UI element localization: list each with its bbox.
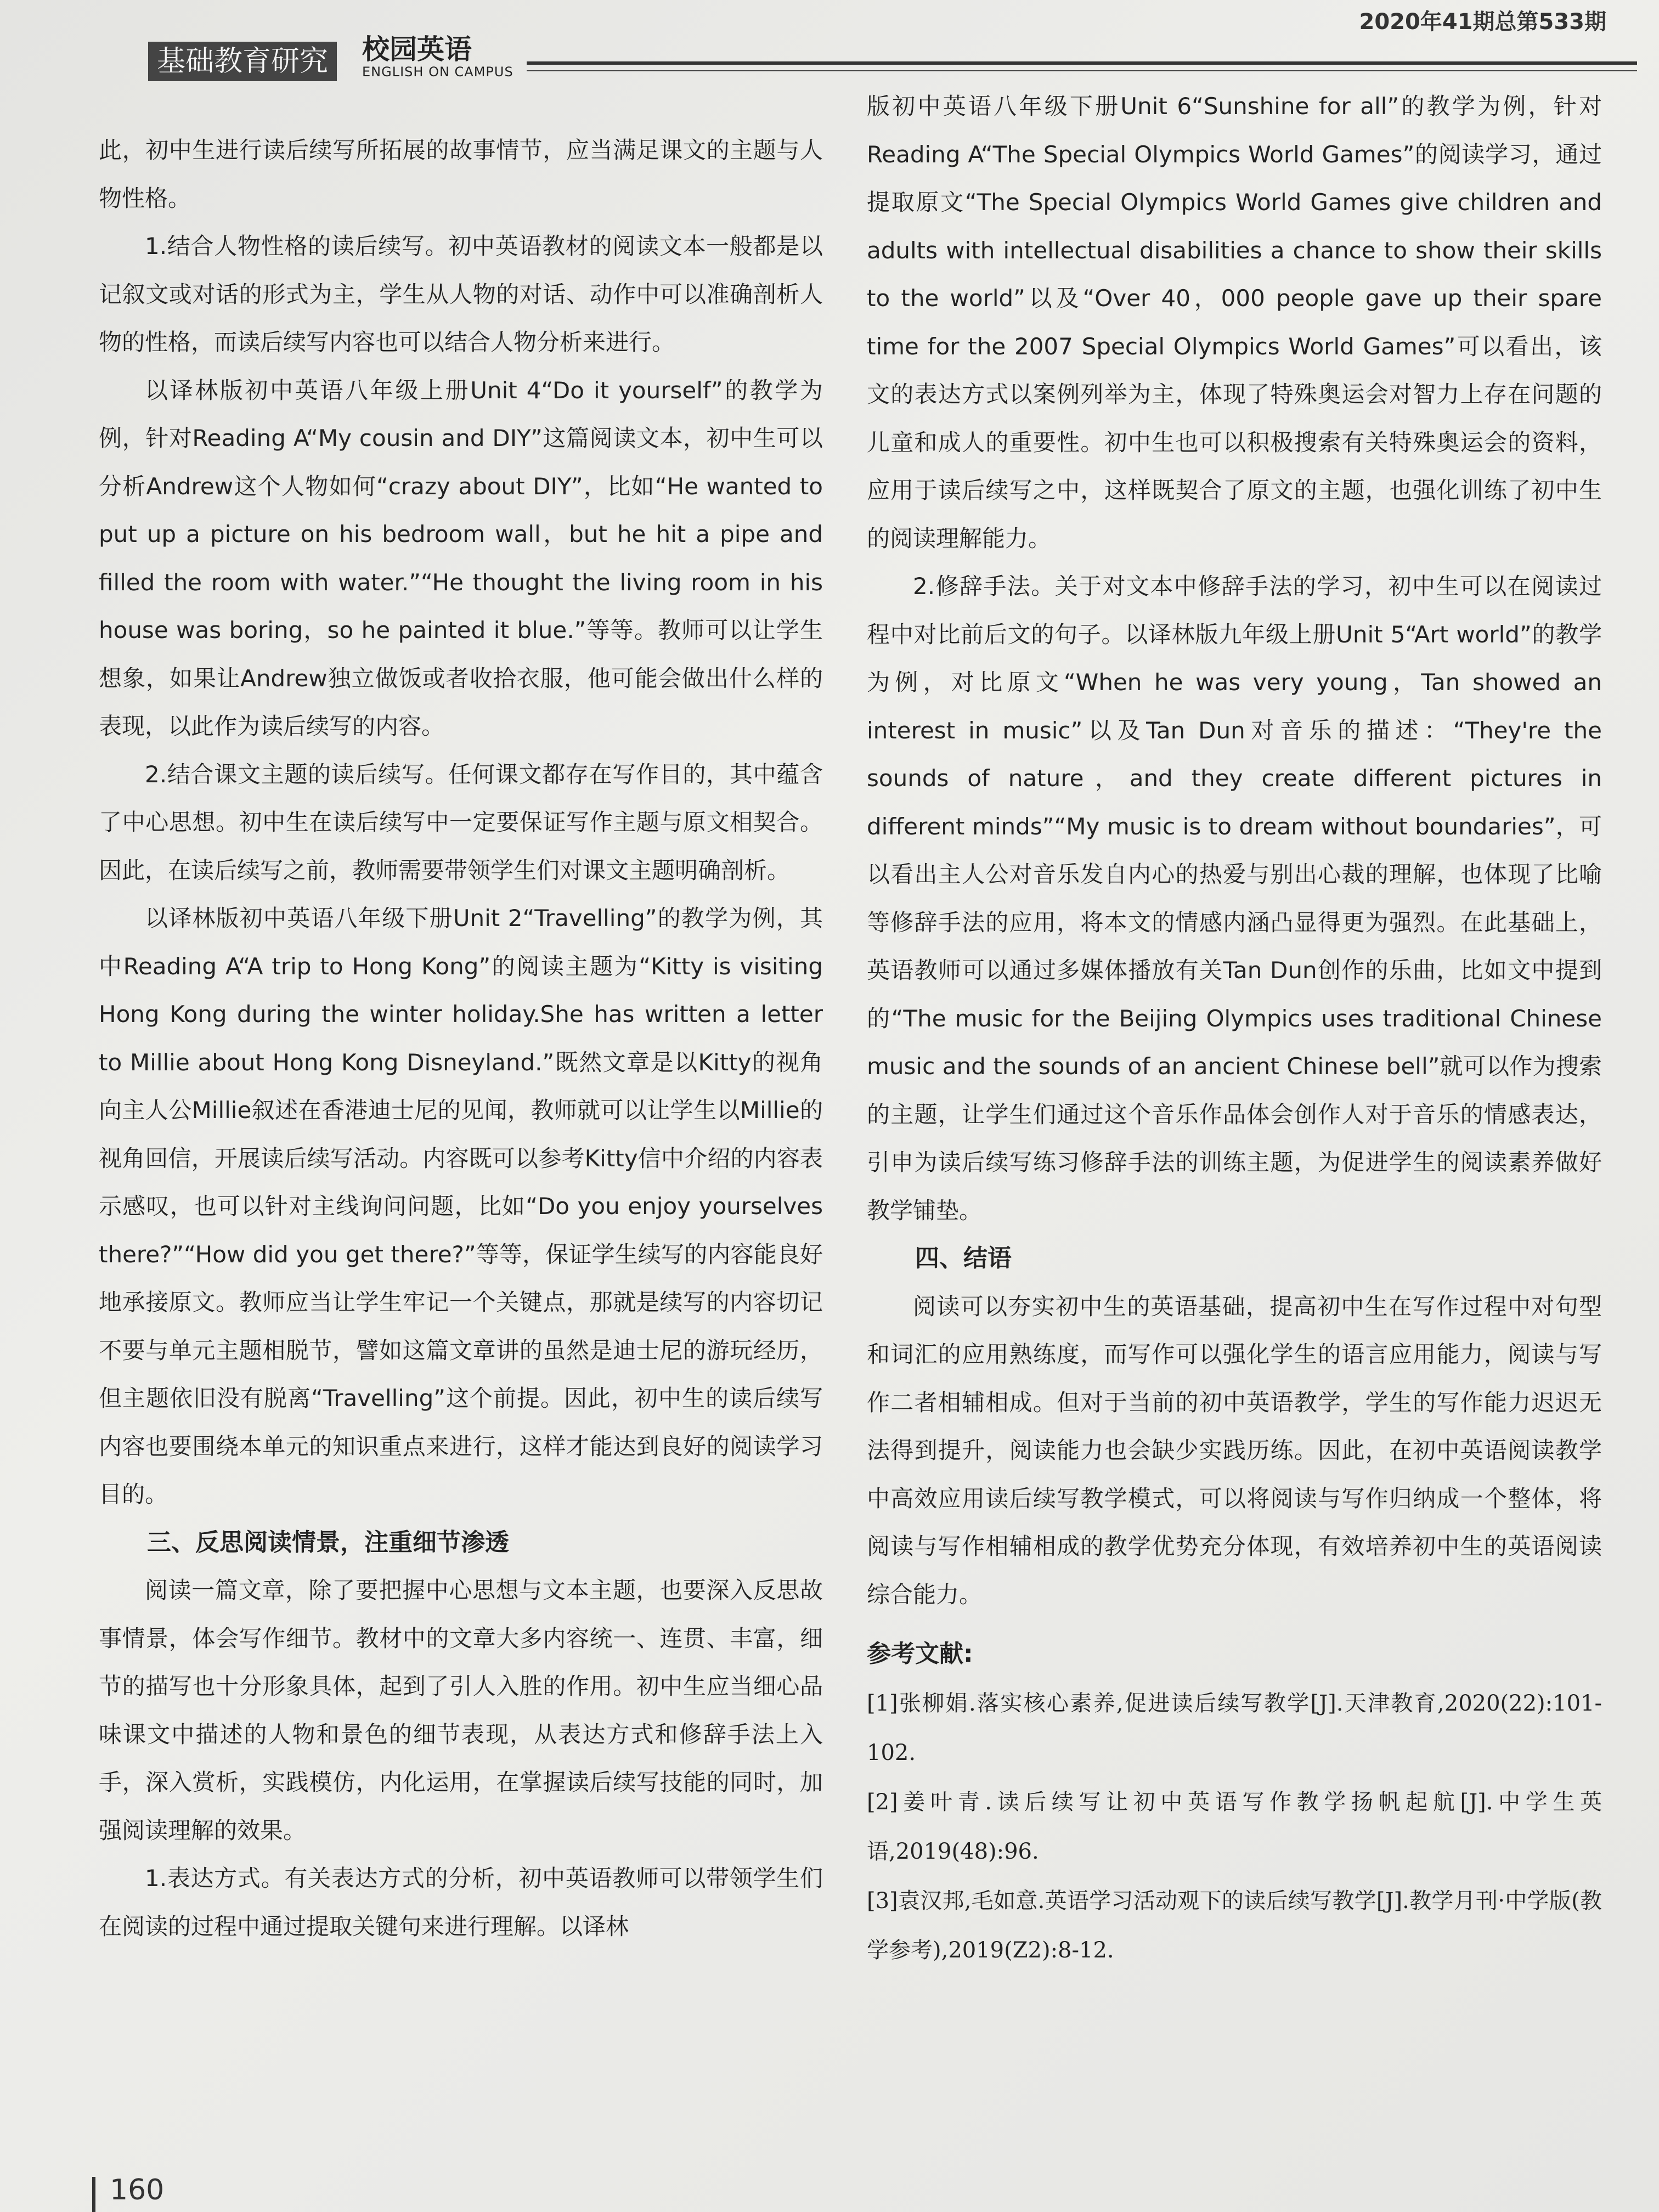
paragraph: 1.结合人物性格的读后续写。初中英语教材的阅读文本一般都是以记叙文或对话的形式为主，学生从人物的对话、动作中可以准确剖析人物的性格，而读后续写内容也可以结合人物分析来进行。	[99, 233, 823, 356]
paragraph: 阅读一篇文章，除了要把握中心思想与文本主题，也要深入反思故事情景，体会写作细节。教材中的文章大多内容统一、连贯、丰富，细节的描写也十分形象具体，起到了引人入胜的作用。初中生应当细心品味课文中描述的人物和景色的细节表现，从表达方式和修辞手法上入手，深入赏析，实践模仿，内化运用，在掌握读后续写技能的同时，加强阅读理解的效果。	[99, 1577, 823, 1844]
reference-item: [1]张柳娟.落实核心素养,促进读后续写教学[J].天津教育,2020(22):101-102.	[867, 1691, 1602, 1765]
paragraph: 2.结合课文主题的读后续写。任何课文都存在写作目的，其中蕴含了中心思想。初中生在读后续写中一定要保证写作主题与原文相契合。因此，在读后续写之前，教师需要带领学生们对课文主题明确剖析。	[99, 760, 823, 884]
header-rule	[527, 61, 1637, 65]
conclusion-paragraph: 阅读可以夯实初中生的英语基础，提高初中生在写作过程中对句型和词汇的应用熟练度，而写作可以强化学生的语言应用能力，阅读与写作二者相辅相成。但对于当前的初中英语教学，学生的写作能力迟迟无法得到提升，阅读能力也会缺少实践历练。因此，在初中英语阅读教学中高效应用读后续写教学模式，可以将阅读与写作归纳成一个整体，将阅读与写作相辅相成的教学优势充分体现，有效培养初中生的英语阅读综合能力。	[867, 1293, 1602, 1608]
right-column	[867, 82, 1602, 1975]
journal-brand	[362, 34, 514, 79]
paragraph: 2.修辞手法。关于对文本中修辞手法的学习，初中生可以在阅读过程中对比前后文的句子。以译林版九年级上册Unit 5“Art world”的教学为例，对比原文“When he was very young，Tan showed an interest in music”以及Tan Dun对音乐的描述：“They're the sounds of nature，and they create different pictures in different minds”“My music is to dream without boundaries”，可以看出主人公对音乐发自内心的热爱与别出心裁的理解，也体现了比喻等修辞手法的应用，将本文的情感内涵凸显得更为强烈。在此基础上，英语教师可以通过多媒体播放有关Tan Dun创作的乐曲，比如文中提到的“The music for the Beijing Olympics uses traditional Chinese music and the sounds of an ancient Chinese bell”就可以作为搜索的主题，让学生们通过这个音乐作品体会创作人对于音乐的情感表达，引申为读后续写练习修辞手法的训练主题，为促进学生的阅读素养做好教学铺垫。	[867, 573, 1602, 1224]
section-heading-3: 三、反思阅读情景，注重细节渗透	[147, 1528, 509, 1556]
issue-number: 2020年41期总第533期	[1359, 9, 1606, 35]
paragraph: 以译林版初中英语八年级上册Unit 4“Do it yourself”的教学为例，针对Reading A“My cousin and DIY”这篇阅读文本，初中生可以分析Andrew这个人物如何“crazy about DIY”，比如“He wanted to put up a picture on his bedroom wall，but he hit a pipe and filled the room with water.”“He thought the living room in his house was boring，so he painted it blue.”等等。教师可以让学生想象，如果让Andrew独立做饭或者收拾衣服，他可能会做出什么样的表现，以此作为读后续写的内容。	[99, 376, 823, 740]
paragraph: 1.表达方式。有关表达方式的分析，初中英语教师可以带领学生们在阅读的过程中通过提取关键句来进行理解。以译林	[99, 1865, 823, 1940]
reference-item: [3]袁汉邦,毛如意.英语学习活动观下的读后续写教学[J].教学月刊·中学版(教学参考),2019(Z2):8-12.	[867, 1888, 1602, 1963]
paragraph: 此，初中生进行读后续写所拓展的故事情节，应当满足课文的主题与人物性格。	[99, 137, 823, 212]
paragraph: 版初中英语八年级下册Unit 6“Sunshine for all”的教学为例，针对Reading A“The Special Olympics World Games”的阅读学习，通过提取原文“The Special Olympics World Games give children and adults with intellectual disabilities a chance to show their skills to the world”以及“Over 40，000 people gave up their spare time for the 2007 Special Olympics World Games”可以看出，该文的表达方式以案例列举为主，体现了特殊奥运会对智力上存在问题的儿童和成人的重要性。初中生也可以积极搜索有关特殊奥运会的资料，应用于读后续写之中，这样既契合了原文的主题，也强化训练了初中生的阅读理解能力。	[867, 93, 1602, 552]
paragraph: 以译林版初中英语八年级下册Unit 2“Travelling”的教学为例，其中Reading A“A trip to Hong Kong”的阅读主题为“Kitty is visiting Hong Kong during the winter holiday.She has written a letter to Millie about Hong Kong Disneyland.”既然文章是以Kitty的视角向主人公Millie叙述在香港迪士尼的见闻，教师就可以让学生以Millie的视角回信，开展读后续写活动。内容既可以参考Kitty信中介绍的内容表示感叹，也可以针对主线询问问题，比如“Do you enjoy yourselves there?”“How did you get there?”等等，保证学生续写的内容能良好地承接原文。教师应当让学生牢记一个关键点，那就是续写的内容切记不要与单元主题相脱节，譬如这篇文章讲的虽然是迪士尼的游玩经历，但主题依旧没有脱离“Travelling”这个前提。因此，初中生的读后续写内容也要围绕本单元的知识重点来进行，这样才能达到良好的阅读学习目的。	[99, 905, 823, 1508]
brand-english: ENGLISH ON CAMPUS	[362, 64, 514, 80]
page-number: 160	[110, 2174, 165, 2207]
header-rule-thin	[527, 70, 1637, 71]
left-column	[99, 126, 823, 1950]
section-heading-4: 四、结语	[915, 1244, 1012, 1272]
page-number-bar	[92, 2177, 95, 2212]
references-title: 参考文献:	[867, 1640, 973, 1668]
brand-chinese: 校园英语	[362, 33, 472, 65]
reference-item: [2]姜叶青.读后续写让初中英语写作教学扬帆起航[J].中学生英语,2019(48):96.	[867, 1790, 1602, 1864]
section-badge: 基础教育研究	[148, 42, 337, 81]
